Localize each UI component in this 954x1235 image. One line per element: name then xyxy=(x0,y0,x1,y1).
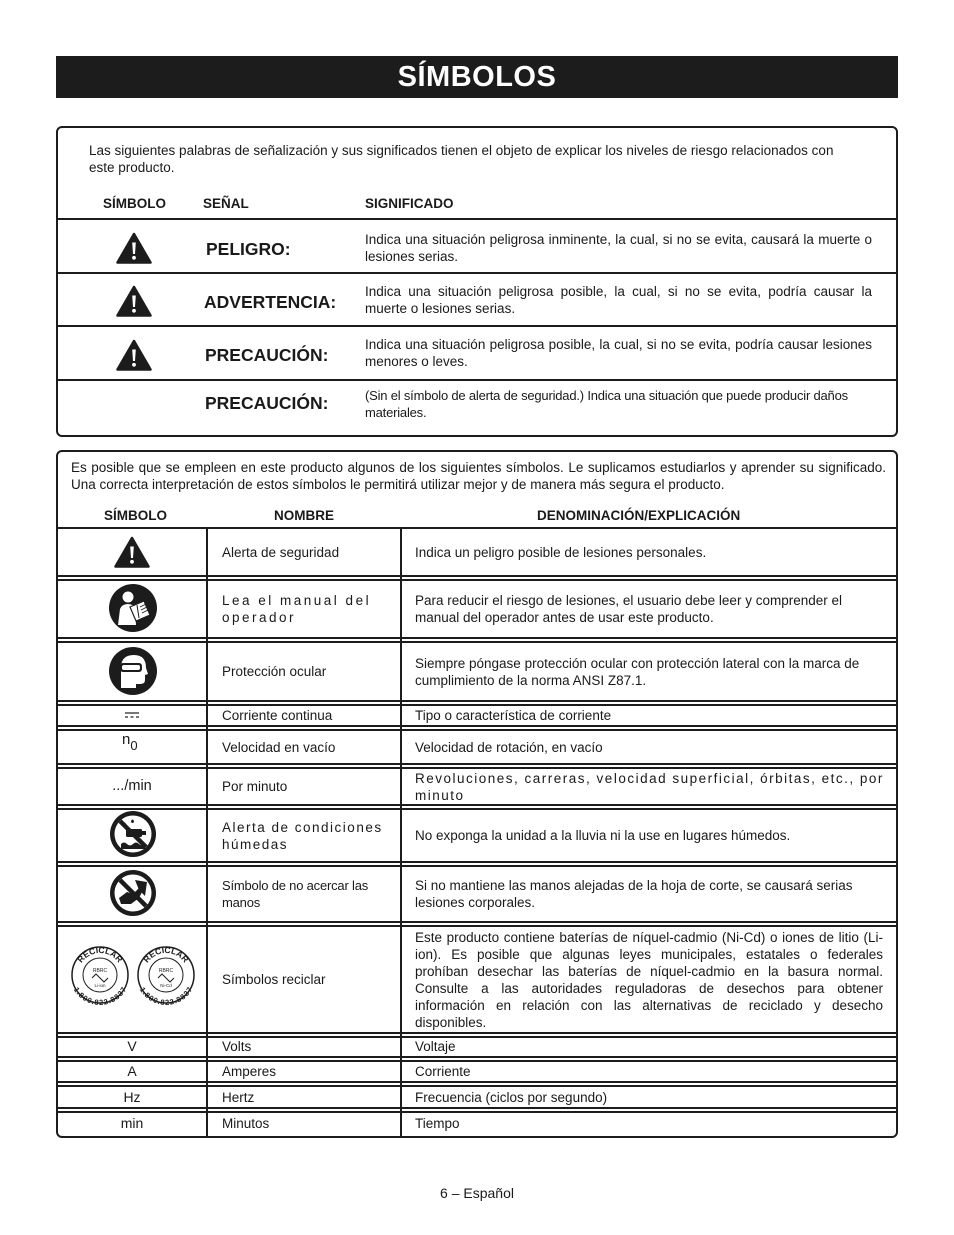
symbol-explanation: Para reducir el riesgo de lesiones, el usuario debe leer y comprender el manual del operador antes de usar este producto. xyxy=(415,593,842,625)
symbol-name: Alerta de seguridad xyxy=(222,544,340,560)
seal-top-text: RECICLAR xyxy=(75,945,125,965)
header-meaning: SIGNIFICADO xyxy=(365,196,454,211)
symbol-explanation: Indica un peligro posible de lesiones personales. xyxy=(415,544,707,560)
symbol-text xyxy=(122,731,138,753)
header-symbol: SÍMBOLO xyxy=(103,196,166,211)
symbol-name xyxy=(222,810,384,861)
seal-bottom-text: 1.800.822.8837 xyxy=(137,985,195,1005)
warning-triangle-icon xyxy=(116,339,152,371)
symbol-text: min xyxy=(120,1115,144,1131)
signal-meaning: Indica una situación peligrosa posible, la cual, si no se evita, podría causar la muerte o lesiones serias. xyxy=(365,284,872,316)
symbol-text: A xyxy=(127,1063,137,1079)
symbol-explanation: Corriente xyxy=(415,1064,471,1079)
symbol-name: Volts xyxy=(222,1039,252,1054)
symbol-explanation: Velocidad de rotación, en vacío xyxy=(415,739,603,755)
symbol-explanation: Frecuencia (ciclos por segundo) xyxy=(415,1089,608,1105)
header-symbol: SÍMBOLO xyxy=(104,508,167,523)
page-footer: 6 – Español xyxy=(440,1185,514,1201)
symbol-text: V xyxy=(127,1038,137,1054)
symbol-explanation: Tipo o característica de corriente xyxy=(415,708,612,723)
signal-meaning: Indica una situación peligrosa posible, la cual, si no se evita, podría causar lesiones menores o leves. xyxy=(365,337,872,369)
symbol-name xyxy=(222,581,382,637)
seal-bottom-text: 1.800.822.8837 xyxy=(71,985,129,1005)
recycle-seal-ni-cd-icon xyxy=(136,945,196,1005)
symbol-explanation: No exponga la unidad a la lluvia ni la use en lugares húmedos. xyxy=(415,828,791,843)
signal-label: PRECAUCIÓN: xyxy=(205,345,329,365)
symbol-explanation xyxy=(415,769,885,804)
signal-label: PRECAUCIÓN: xyxy=(205,393,329,413)
signal-words-panel xyxy=(56,126,898,437)
header-signal: SEÑAL xyxy=(203,196,249,211)
symbol-name: Minutos xyxy=(222,1116,270,1131)
warning-triangle-icon xyxy=(116,285,152,317)
symbol-text: Hz xyxy=(123,1088,141,1105)
symbol-name: Por minuto xyxy=(222,779,288,794)
seal-top-text: RECICLAR xyxy=(141,945,191,965)
recycle-seal-li-ion-icon xyxy=(70,945,130,1005)
signal-label: ADVERTENCIA: xyxy=(204,292,337,312)
symbol-explanation: Si no mantiene las manos alejadas de la hoja de corte, se causará serias lesiones corporales. xyxy=(415,878,853,910)
symbol-name: Protección ocular xyxy=(222,664,327,679)
symbol-explanation: Siempre póngase protección ocular con protección lateral con la marca de cumplimiento de la norma ANSI Z87.1. xyxy=(415,655,860,688)
symbol-name: Amperes xyxy=(222,1064,277,1079)
symbol-explanation: Voltaje xyxy=(415,1039,456,1054)
read-manual-icon xyxy=(108,583,158,633)
symbol-name: Símbolos reciclar xyxy=(222,972,326,987)
recycle-seals-icon xyxy=(70,945,196,1005)
symbol-name-text: Lea el manual del operador xyxy=(222,593,372,625)
seal-chem-text: Li-ion xyxy=(94,983,106,988)
symbol-name: Hertz xyxy=(222,1089,255,1105)
symbol-text: .../min xyxy=(112,778,152,794)
direct-current-icon xyxy=(125,710,139,720)
signal-intro: Las siguientes palabras de señalización y sus significados tienen el objeto de explicar los niveles de riesgo relacionados con este producto. xyxy=(89,143,834,175)
page-title: SÍMBOLOS xyxy=(56,56,898,98)
symbol-subscript: 0 xyxy=(130,738,138,753)
header-explanation: DENOMINACIÓN/EXPLICACIÓN xyxy=(537,508,741,523)
symbol-name: Velocidad en vacío xyxy=(222,739,336,755)
symbol-name-text: Alerta de condiciones húmedas xyxy=(222,819,383,852)
seal-center-text: RBRC xyxy=(158,968,174,974)
eye-protection-icon xyxy=(108,646,158,696)
header-name: NOMBRE xyxy=(274,508,334,523)
seal-chem-text: Ni-Cd xyxy=(160,983,172,988)
wet-conditions-icon xyxy=(109,810,157,858)
warning-triangle-icon xyxy=(114,536,150,568)
keep-hands-away-icon xyxy=(109,868,157,918)
symbol-explanation: Tiempo xyxy=(415,1116,460,1131)
symbols-intro: Es posible que se empleen en este producto algunos de los siguientes símbolos. Le suplicamos estudiarlos y aprender su significado. Una correcta interpretación de estos símbolos le permitirá utilizar mejor y de manera más segura el producto. xyxy=(71,460,886,492)
symbols-panel xyxy=(56,450,898,1138)
symbol-name: Corriente continua xyxy=(222,708,333,723)
signal-meaning: Indica una situación peligrosa inminente, la cual, si no se evita, causará la muerte o lesiones serias. xyxy=(365,232,872,264)
seal-center-text: RBRC xyxy=(92,968,108,974)
symbol-name: Símbolo de no acercar las manos xyxy=(222,878,369,910)
symbol-main: n xyxy=(122,731,131,748)
signal-meaning: (Sin el símbolo de alerta de seguridad.) Indica una situación que puede producir daños materiales. xyxy=(365,388,848,420)
symbol-explanation-text: Revoluciones, carreras, velocidad superficial, órbitas, etc., por minuto xyxy=(415,770,884,803)
symbol-explanation: Este producto contiene baterías de níquel-cadmio (Ni-Cd) o iones de litio (Li-ion). Es posible que algunas leyes municipales, estatales o federales prohíban desechar las baterías de níquel-cadmio en la basura normal. Consulte a las autoridades reguladoras de desechos para obtener información en relación con las alternativas de reciclado y desecho disponibles. xyxy=(415,929,883,1030)
warning-triangle-icon xyxy=(116,232,152,264)
signal-label: PELIGRO: xyxy=(206,239,291,259)
